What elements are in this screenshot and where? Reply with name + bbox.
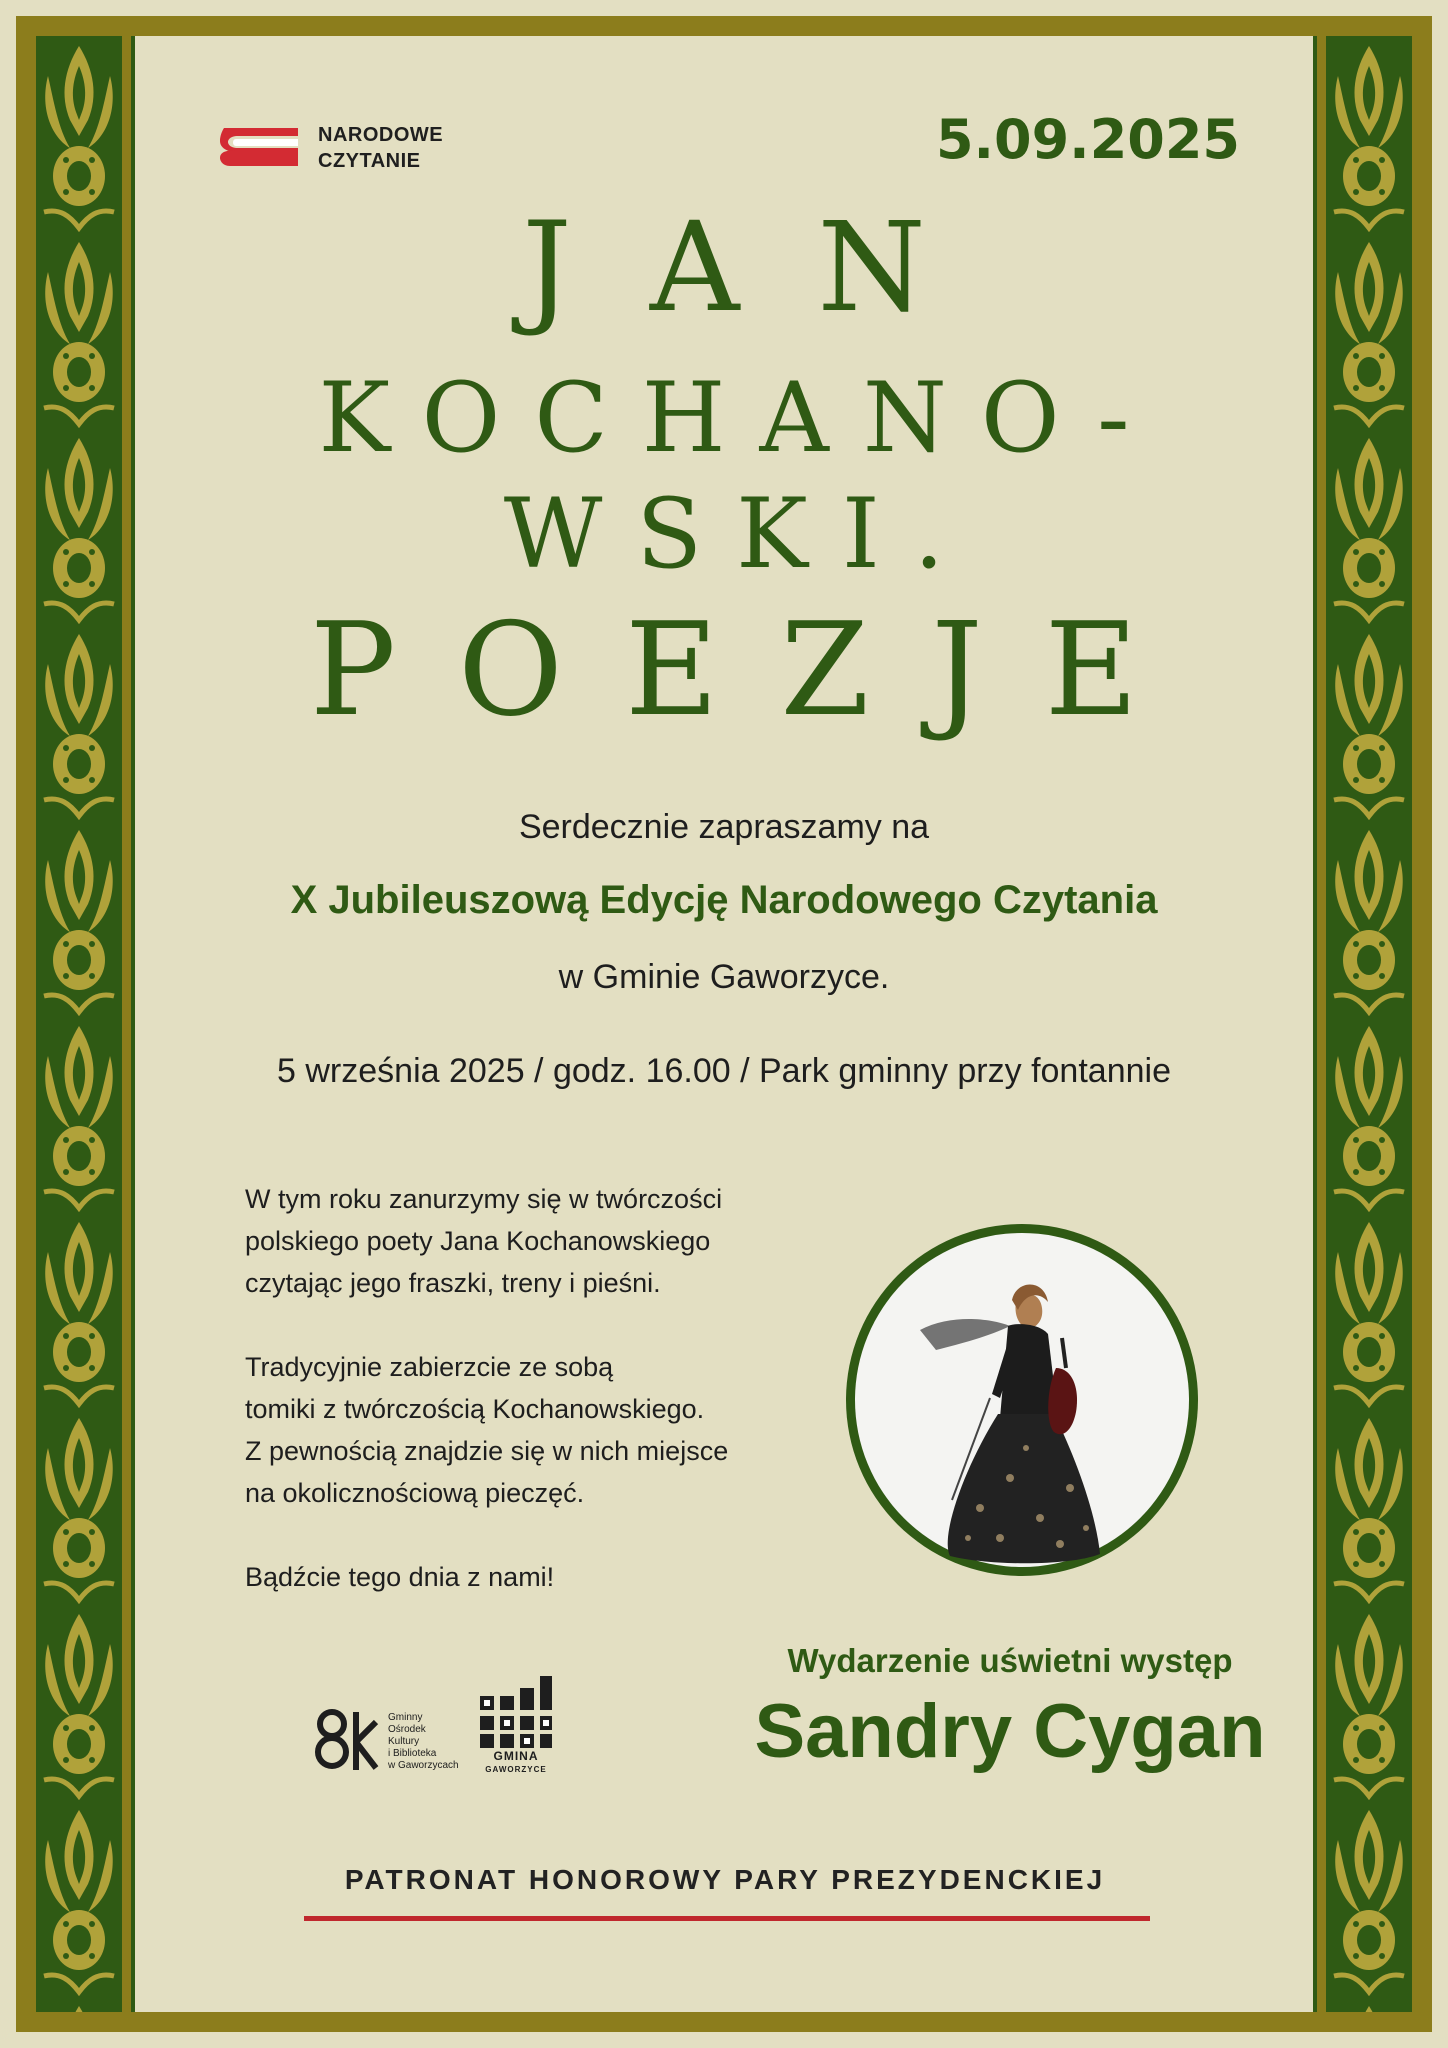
- gok-text: [388, 1712, 459, 1772]
- event-location: w Gminie Gaworzyce.: [558, 958, 890, 996]
- logo-line-1: NARODOWE: [318, 124, 444, 146]
- floral-ornament-icon: [36, 36, 122, 2012]
- gok-logo: [312, 1698, 472, 1778]
- title-line-4: POEZJE: [309, 596, 1201, 745]
- description-paragraph-1: [245, 1178, 865, 1304]
- performer-name: Sandry Cygan: [754, 1689, 1266, 1774]
- description-line: tomiki z twórczością Kochanowskiego.: [245, 1394, 705, 1424]
- description-line: Tradycyjnie zabierzcie ze sobą: [245, 1352, 614, 1382]
- performance-label: Wydarzenie uświetni występ: [787, 1642, 1233, 1679]
- gmina-text: [478, 1750, 554, 1776]
- gmina-gaworzyce-logo: [478, 1674, 558, 1774]
- logo-line-2: CZYTANIE: [318, 150, 421, 172]
- book-flag-icon: [218, 124, 304, 170]
- patronage-underline: [304, 1916, 1150, 1921]
- gok-mark-icon: [312, 1698, 382, 1778]
- invitation-intro: Serdecznie zapraszamy na: [518, 808, 930, 846]
- gmina-line-2: GAWORZYCE: [485, 1765, 547, 1774]
- gok-line: Ośrodek: [388, 1724, 426, 1735]
- event-date: 5.09.2025: [935, 108, 1240, 171]
- performer-portrait: [840, 1218, 1272, 1614]
- gmina-line-1: GMINA: [493, 1749, 539, 1763]
- left-ornament-band: [36, 36, 122, 2012]
- description-line: polskiego poety Jana Kochanowskiego: [245, 1226, 711, 1256]
- violinist-illustration: [840, 1218, 1272, 1614]
- gmina-mark-icon: [478, 1674, 554, 1750]
- narodowe-czytanie-logo: [218, 122, 468, 174]
- description-paragraph-2: [245, 1346, 865, 1514]
- description-line: czytając jego fraszki, treny i pieśni.: [245, 1268, 661, 1298]
- event-details: 5 września 2025 / godz. 16.00 / Park gminny przy fontannie: [277, 1052, 1171, 1090]
- description-line: W tym roku zanurzymy się w twórczości: [245, 1184, 723, 1214]
- description-paragraph-3: [245, 1556, 865, 1598]
- title-line-1: JAN: [522, 196, 1004, 340]
- gok-line: Kultury: [388, 1736, 420, 1747]
- gok-line: w Gaworzycach: [388, 1760, 459, 1771]
- description-line: Bądźcie tego dnia z nami!: [245, 1562, 555, 1592]
- gok-line: Gminny: [388, 1712, 423, 1723]
- gok-line: i Biblioteka: [388, 1748, 437, 1759]
- description-line: Z pewnością znajdzie się w nich miejsce: [245, 1436, 729, 1466]
- description-line: na okolicznościową pieczęć.: [245, 1478, 585, 1508]
- logo-text: [318, 122, 443, 174]
- floral-ornament-icon: [1326, 36, 1412, 2012]
- title-line-3: WSKI.: [503, 478, 979, 590]
- patronage-label: PATRONAT HONOROWY PARY PREZYDENCKIEJ: [344, 1864, 1106, 1895]
- right-ornament-band: [1326, 36, 1412, 2012]
- title-line-2: KOCHANO-: [318, 362, 1164, 474]
- edition-heading: X Jubileuszową Edycję Narodowego Czytania: [290, 878, 1158, 922]
